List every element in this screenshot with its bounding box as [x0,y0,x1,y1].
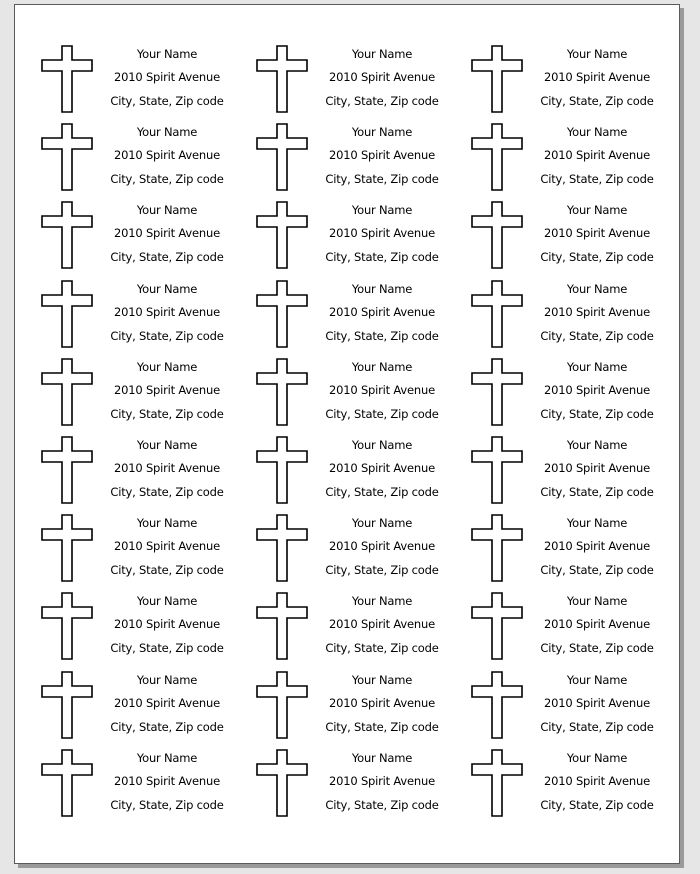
cross-icon [471,45,523,113]
label-name: Your Name [351,360,413,374]
label-street: 2010 Spirit Avenue [114,383,220,397]
label-name: Your Name [566,47,628,61]
address-label-r5-c2[interactable] [230,358,445,436]
address-label-r7-c2[interactable] [230,514,445,592]
label-street: 2010 Spirit Avenue [329,226,435,240]
label-street: 2010 Spirit Avenue [114,226,220,240]
address-label-r10-c3[interactable] [445,749,660,827]
address-label-r8-c3[interactable] [445,592,660,670]
label-street: 2010 Spirit Avenue [544,226,650,240]
label-city-state-zip: City, State, Zip code [325,720,439,734]
label-name: Your Name [351,47,413,61]
label-city-state-zip: City, State, Zip code [110,172,224,186]
label-street: 2010 Spirit Avenue [544,539,650,553]
address-label-r7-c1[interactable] [15,514,230,592]
label-name: Your Name [136,673,198,687]
address-label-r6-c1[interactable] [15,436,230,514]
label-street: 2010 Spirit Avenue [114,305,220,319]
label-city-state-zip: City, State, Zip code [540,172,654,186]
label-name: Your Name [136,360,198,374]
cross-icon [256,123,308,191]
address-label-r8-c1[interactable] [15,592,230,670]
label-street: 2010 Spirit Avenue [114,774,220,788]
label-city-state-zip: City, State, Zip code [325,94,439,108]
address-label-r4-c3[interactable] [445,280,660,358]
label-street: 2010 Spirit Avenue [114,617,220,631]
label-street: 2010 Spirit Avenue [329,383,435,397]
label-street: 2010 Spirit Avenue [114,148,220,162]
label-city-state-zip: City, State, Zip code [110,250,224,264]
label-city-state-zip: City, State, Zip code [540,94,654,108]
address-label-r8-c2[interactable] [230,592,445,670]
cross-icon [471,749,523,817]
cross-icon [256,514,308,582]
label-street: 2010 Spirit Avenue [544,617,650,631]
label-street: 2010 Spirit Avenue [329,539,435,553]
label-city-state-zip: City, State, Zip code [540,407,654,421]
label-city-state-zip: City, State, Zip code [110,720,224,734]
cross-icon [41,592,93,660]
label-city-state-zip: City, State, Zip code [110,485,224,499]
label-city-state-zip: City, State, Zip code [110,798,224,812]
cross-icon [256,749,308,817]
address-label-r7-c3[interactable] [445,514,660,592]
cross-icon [256,436,308,504]
label-city-state-zip: City, State, Zip code [110,563,224,577]
label-city-state-zip: City, State, Zip code [110,407,224,421]
label-street: 2010 Spirit Avenue [544,774,650,788]
address-label-r1-c1[interactable] [15,45,230,123]
cross-icon [471,592,523,660]
cross-icon [471,514,523,582]
label-name: Your Name [136,203,198,217]
label-city-state-zip: City, State, Zip code [325,798,439,812]
cross-icon [41,671,93,739]
cross-icon [256,671,308,739]
address-label-r4-c2[interactable] [230,280,445,358]
label-name: Your Name [566,594,628,608]
cross-icon [256,358,308,426]
address-label-r3-c1[interactable] [15,201,230,279]
label-street: 2010 Spirit Avenue [329,70,435,84]
cross-icon [256,201,308,269]
label-street: 2010 Spirit Avenue [544,461,650,475]
label-name: Your Name [136,125,198,139]
address-label-r1-c2[interactable] [230,45,445,123]
label-name: Your Name [136,594,198,608]
label-street: 2010 Spirit Avenue [114,461,220,475]
cross-icon [41,201,93,269]
label-city-state-zip: City, State, Zip code [325,172,439,186]
label-name: Your Name [566,516,628,530]
label-name: Your Name [566,438,628,452]
address-label-r6-c2[interactable] [230,436,445,514]
cross-icon [41,45,93,113]
label-city-state-zip: City, State, Zip code [325,641,439,655]
label-street: 2010 Spirit Avenue [544,696,650,710]
address-label-r9-c2[interactable] [230,671,445,749]
label-name: Your Name [566,282,628,296]
label-city-state-zip: City, State, Zip code [325,485,439,499]
label-street: 2010 Spirit Avenue [114,539,220,553]
address-label-r10-c1[interactable] [15,749,230,827]
label-name: Your Name [136,438,198,452]
label-name: Your Name [566,751,628,765]
label-street: 2010 Spirit Avenue [329,305,435,319]
label-name: Your Name [351,673,413,687]
label-street: 2010 Spirit Avenue [114,696,220,710]
label-city-state-zip: City, State, Zip code [325,563,439,577]
address-label-r5-c1[interactable] [15,358,230,436]
label-city-state-zip: City, State, Zip code [540,250,654,264]
label-city-state-zip: City, State, Zip code [110,641,224,655]
address-label-r10-c2[interactable] [230,749,445,827]
address-label-r9-c3[interactable] [445,671,660,749]
label-city-state-zip: City, State, Zip code [540,563,654,577]
label-sheet [14,4,680,864]
address-label-r2-c1[interactable] [15,123,230,201]
cross-icon [471,123,523,191]
cross-icon [471,436,523,504]
label-street: 2010 Spirit Avenue [544,70,650,84]
label-city-state-zip: City, State, Zip code [325,407,439,421]
label-name: Your Name [351,438,413,452]
label-city-state-zip: City, State, Zip code [110,94,224,108]
label-street: 2010 Spirit Avenue [544,383,650,397]
cross-icon [471,358,523,426]
cross-icon [41,436,93,504]
label-name: Your Name [351,751,413,765]
label-name: Your Name [136,751,198,765]
address-label-r5-c3[interactable] [445,358,660,436]
label-street: 2010 Spirit Avenue [329,617,435,631]
label-name: Your Name [566,125,628,139]
label-name: Your Name [566,203,628,217]
cross-icon [256,280,308,348]
label-name: Your Name [351,282,413,296]
label-name: Your Name [136,47,198,61]
label-street: 2010 Spirit Avenue [544,305,650,319]
cross-icon [41,280,93,348]
label-street: 2010 Spirit Avenue [329,148,435,162]
label-name: Your Name [136,516,198,530]
label-city-state-zip: City, State, Zip code [540,798,654,812]
cross-icon [471,280,523,348]
address-label-r6-c3[interactable] [445,436,660,514]
label-city-state-zip: City, State, Zip code [540,720,654,734]
label-street: 2010 Spirit Avenue [544,148,650,162]
label-city-state-zip: City, State, Zip code [110,329,224,343]
label-name: Your Name [351,125,413,139]
cross-icon [471,201,523,269]
cross-icon [41,358,93,426]
cross-icon [41,123,93,191]
address-label-r4-c1[interactable] [15,280,230,358]
cross-icon [256,45,308,113]
label-name: Your Name [566,360,628,374]
label-city-state-zip: City, State, Zip code [540,329,654,343]
cross-icon [41,749,93,817]
address-label-r2-c2[interactable] [230,123,445,201]
label-name: Your Name [566,673,628,687]
label-city-state-zip: City, State, Zip code [540,485,654,499]
address-label-r1-c3[interactable] [445,45,660,123]
label-name: Your Name [351,594,413,608]
address-label-r2-c3[interactable] [445,123,660,201]
address-label-r9-c1[interactable] [15,671,230,749]
label-city-state-zip: City, State, Zip code [540,641,654,655]
label-name: Your Name [351,203,413,217]
address-label-r3-c2[interactable] [230,201,445,279]
label-street: 2010 Spirit Avenue [114,70,220,84]
label-city-state-zip: City, State, Zip code [325,250,439,264]
cross-icon [256,592,308,660]
label-name: Your Name [351,516,413,530]
cross-icon [41,514,93,582]
label-name: Your Name [136,282,198,296]
label-street: 2010 Spirit Avenue [329,696,435,710]
label-city-state-zip: City, State, Zip code [325,329,439,343]
label-street: 2010 Spirit Avenue [329,774,435,788]
label-street: 2010 Spirit Avenue [329,461,435,475]
cross-icon [471,671,523,739]
address-label-r3-c3[interactable] [445,201,660,279]
